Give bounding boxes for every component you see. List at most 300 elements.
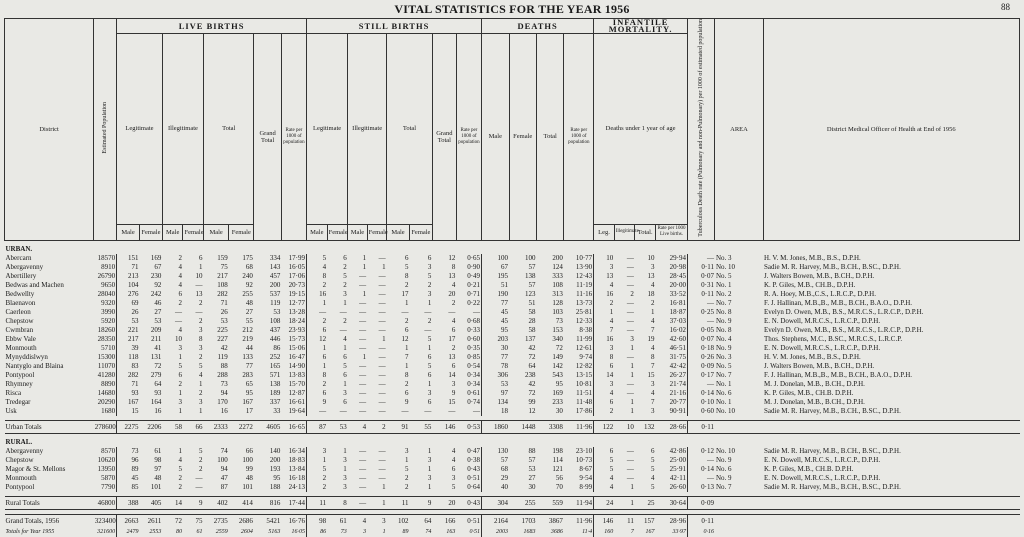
value-cell: 0·31 <box>688 281 715 290</box>
value-cell: 100 <box>242 456 253 465</box>
value-cell: 211 <box>151 335 162 344</box>
value-cell: 2333 <box>204 420 229 433</box>
value-cell: 323400 <box>94 514 117 527</box>
area-cell: No. 1 <box>715 398 732 407</box>
value-cell: 2 <box>199 353 203 362</box>
value-cell: 46 <box>154 299 162 308</box>
value-cell: 3 <box>650 407 655 416</box>
value-cell: 6 <box>594 398 615 407</box>
value-cell: — <box>359 407 367 416</box>
value-cell: 8890 <box>101 380 116 389</box>
value-cell: 0·11 <box>688 420 715 433</box>
value-cell: 15300 <box>97 353 116 362</box>
value-cell: — <box>626 380 634 389</box>
sb-ill-female-header: Female <box>367 224 386 240</box>
value-cell: 2003 <box>482 527 509 537</box>
still-births-header: STILL BIRTHS <box>307 19 482 34</box>
value-cell: 164 <box>150 398 162 407</box>
value-cell: 2 <box>404 474 409 483</box>
value-cell: 200 <box>269 456 281 465</box>
value-cell: 9 <box>183 496 204 509</box>
value-cell: 6 <box>343 353 347 362</box>
area-cell: No. 7 <box>715 483 732 492</box>
value-cell: 1860 <box>482 420 509 433</box>
district-name: Tredegar <box>5 398 31 407</box>
value-cell: 12·82 <box>575 362 593 371</box>
lb-legitimate-header: Legitimate <box>117 34 163 225</box>
sb-legitimate-header: Legitimate <box>307 34 348 225</box>
value-cell: — <box>359 308 367 317</box>
value-cell: — <box>473 308 481 317</box>
medical-officer-cell: M. J. Donelan, M.B., B.CH., D.P.H. <box>764 398 865 407</box>
area-cell: No. 3 <box>715 353 732 362</box>
value-cell: 0·11 <box>688 290 715 299</box>
value-cell: 20 <box>448 290 456 299</box>
value-cell: 0·16 <box>688 527 715 537</box>
value-cell: 55 <box>409 420 432 433</box>
value-cell: 48 <box>154 474 162 483</box>
value-cell: 457 <box>269 272 281 281</box>
value-cell: 0·65 <box>467 254 481 263</box>
value-cell: — <box>401 308 409 317</box>
deaths-male-header: Male <box>482 34 509 241</box>
lb-tot-female-header: Female <box>229 224 254 240</box>
district-name: Ebbw Vale <box>5 335 36 344</box>
value-cell: — <box>307 308 328 317</box>
value-cell: 1 <box>362 353 367 362</box>
value-cell: — <box>359 474 367 483</box>
value-cell: 0·74 <box>467 398 481 407</box>
value-cell: 2 <box>630 290 634 299</box>
district-name: Grand Totals, 1956 <box>5 514 94 527</box>
area-cell: No. 10 <box>715 447 736 456</box>
value-cell: 4 <box>594 389 615 398</box>
value-cell: 128 <box>552 299 563 308</box>
value-cell: 0·07 <box>688 272 715 281</box>
value-cell: 0·12 <box>688 447 715 456</box>
value-cell: 537 <box>269 290 281 299</box>
value-cell: 543 <box>552 371 563 380</box>
value-cell: 12 <box>528 407 536 416</box>
table-row <box>5 335 1020 344</box>
value-cell: 17·86 <box>575 407 593 416</box>
value-cell: 1 <box>382 528 386 535</box>
value-cell: 0·68 <box>467 317 481 326</box>
value-cell: 1 <box>178 407 182 416</box>
value-cell: 137 <box>524 335 536 344</box>
value-cell: 1 <box>362 290 367 299</box>
value-cell: 20·00 <box>669 281 686 290</box>
value-cell: 0·34 <box>467 380 481 389</box>
table-row <box>5 389 1020 398</box>
value-cell: 8 <box>307 272 328 281</box>
value-cell: 45 <box>117 474 140 483</box>
value-cell: 87 <box>220 483 228 492</box>
value-cell: 121 <box>552 465 563 474</box>
value-cell: 333 <box>552 272 563 281</box>
value-cell: 6 <box>307 389 328 398</box>
value-cell: — <box>378 272 386 281</box>
value-cell: 51 <box>528 299 536 308</box>
table-row <box>5 299 1020 308</box>
value-cell: 5 <box>650 465 655 474</box>
value-cell: 3 <box>650 263 655 272</box>
district-name: Nantyglo and Blaina <box>5 362 64 371</box>
value-cell: 42 <box>528 344 536 353</box>
value-cell: 10 <box>195 272 203 281</box>
value-cell: 42 <box>220 344 228 353</box>
value-cell: 4 <box>650 281 655 290</box>
value-cell: — <box>378 317 386 326</box>
value-cell: 306 <box>482 371 509 380</box>
table-row <box>5 344 1020 353</box>
value-cell: 217 <box>217 272 228 281</box>
value-cell: 37·03 <box>669 317 686 326</box>
value-cell: 0·07 <box>688 335 715 344</box>
medical-officer-cell: Thos. Stephens, M.C., B.SC., M.R.C.S., L.R.C.P. <box>764 335 903 344</box>
value-cell: 6 <box>178 290 182 299</box>
value-cell: 20·73 <box>288 281 306 290</box>
value-cell: — <box>378 353 386 362</box>
value-cell: 31·75 <box>669 353 686 362</box>
value-cell: 53 <box>273 308 281 317</box>
value-cell: 1683 <box>523 528 536 535</box>
value-cell: 1 <box>630 398 634 407</box>
value-cell: 0·85 <box>467 353 481 362</box>
value-cell: 2 <box>451 299 456 308</box>
value-cell: 4 <box>451 281 456 290</box>
value-cell: 2272 <box>229 420 254 433</box>
value-cell: — <box>626 263 634 272</box>
value-cell: — <box>688 474 715 483</box>
value-cell: 1 <box>427 380 432 389</box>
value-cell: — <box>448 407 456 416</box>
value-cell: — <box>378 254 386 263</box>
value-cell: 1703 <box>509 514 536 527</box>
district-name: Magor & St. Mellons <box>5 465 66 474</box>
value-cell: 2 <box>367 420 386 433</box>
value-cell: 0·53 <box>456 420 481 433</box>
value-cell: 93 <box>154 389 162 398</box>
value-cell: 11·99 <box>576 335 593 344</box>
value-cell: 119 <box>270 299 281 308</box>
value-cell: 71 <box>117 380 140 389</box>
value-cell: 0·43 <box>456 496 481 509</box>
value-cell: 53 <box>117 317 140 326</box>
value-cell: 72 <box>154 362 162 371</box>
value-cell: 33 <box>273 407 281 416</box>
value-cell: 2553 <box>149 528 162 535</box>
value-cell: 2 <box>404 380 409 389</box>
value-cell: 47 <box>220 474 228 483</box>
table-row <box>5 281 1020 290</box>
value-cell: 3 <box>594 263 615 272</box>
value-cell: 30 <box>482 344 509 353</box>
table-row <box>5 317 1020 326</box>
value-cell: 10 <box>614 420 635 433</box>
value-cell: 0·22 <box>467 299 481 308</box>
value-cell: 42 <box>528 380 536 389</box>
value-cell: 20·77 <box>669 398 686 407</box>
value-cell: 9650 <box>101 281 116 290</box>
value-cell: — <box>378 371 386 380</box>
medical-officer-cell: F. J. Hallinan, M.B.,B., M.B., B.CH., B.A.O., D.P.H. <box>764 299 913 308</box>
value-cell: 73 <box>340 528 347 535</box>
medical-officer-cell: R. A. Hoey, M.B.,C.S., L.R.C.P., D.P.H. <box>764 290 876 299</box>
value-cell: 11 <box>614 514 635 527</box>
value-cell: 100 <box>524 254 536 263</box>
value-cell: 58 <box>528 308 536 317</box>
value-cell: 8570 <box>101 447 116 456</box>
value-cell: 3 <box>451 474 456 483</box>
value-cell: — <box>424 308 432 317</box>
sb-leg-female-header: Female <box>327 224 348 240</box>
value-cell: 3 <box>594 344 615 353</box>
value-cell: 26790 <box>97 272 116 281</box>
medical-officer-cell <box>763 496 1020 509</box>
value-cell: 13·83 <box>288 371 306 380</box>
value-cell: 1 <box>343 344 347 353</box>
value-cell: 2604 <box>240 528 253 535</box>
value-cell: — <box>378 456 386 465</box>
value-cell: 219 <box>242 335 253 344</box>
value-cell: 6 <box>343 398 347 407</box>
value-cell: 68 <box>245 263 253 272</box>
value-cell: 30 <box>528 483 536 492</box>
value-cell: 1 <box>362 254 367 263</box>
value-cell: 165 <box>269 362 281 371</box>
value-cell: 39 <box>117 344 140 353</box>
value-cell: 1 <box>199 263 203 272</box>
lb-rate-header: Rate per 1000 of population <box>281 34 306 241</box>
table-row <box>5 308 1020 317</box>
sb-rate-header: Rate per 1000 of population <box>456 34 481 241</box>
value-cell: 1 <box>307 344 328 353</box>
value-cell: 4 <box>650 317 655 326</box>
value-cell: 16·05 <box>288 263 306 272</box>
value-cell: — <box>339 407 347 416</box>
value-cell: 100 <box>217 456 228 465</box>
value-cell: 25·81 <box>575 308 593 317</box>
value-cell: 13·73 <box>575 299 593 308</box>
value-cell: 86 <box>273 344 281 353</box>
value-cell: 73 <box>117 447 140 456</box>
value-cell: 99 <box>245 465 253 474</box>
value-cell: 18 <box>647 290 655 299</box>
value-cell: 15·73 <box>288 335 306 344</box>
value-cell: 0·61 <box>467 389 481 398</box>
value-cell: 20·98 <box>669 263 686 272</box>
value-cell: 0·10 <box>688 398 715 407</box>
value-cell: 11 <box>387 496 410 509</box>
value-cell: 4 <box>594 281 615 290</box>
value-cell: — <box>473 407 481 416</box>
area-cell <box>715 420 763 433</box>
value-cell: 57 <box>528 263 536 272</box>
value-cell: 1 <box>199 407 203 416</box>
value-cell: 3 <box>594 380 615 389</box>
value-cell: 6 <box>427 398 432 407</box>
value-cell: 16·61 <box>288 398 306 407</box>
value-cell: 132 <box>635 420 656 433</box>
value-cell: 388 <box>117 496 140 509</box>
value-cell: 45 <box>482 308 509 317</box>
lb-total-header: Total <box>204 34 254 225</box>
sb-illegitimate-header: Illegitimate <box>348 34 387 225</box>
value-cell: 2 <box>199 456 203 465</box>
value-cell: 0·14 <box>688 465 715 474</box>
deaths-under-1-header: Deaths under 1 year of age <box>594 34 688 225</box>
table-row <box>5 447 1020 456</box>
deaths-total-header: Total <box>536 34 563 241</box>
value-cell: 5 <box>594 465 615 474</box>
value-cell: 2 <box>307 281 328 290</box>
medical-officer-cell: Sadie M. R. Harvey, M.B., B.CH., B.SC., D.P.H. <box>764 407 901 416</box>
value-cell: 2 <box>178 483 182 492</box>
value-cell: 140 <box>269 447 281 456</box>
value-cell: 1 <box>594 308 615 317</box>
value-cell: 142 <box>552 362 563 371</box>
value-cell: 131 <box>150 353 162 362</box>
value-cell: — <box>359 362 367 371</box>
value-cell: 230 <box>150 272 162 281</box>
value-cell: 146 <box>432 420 456 433</box>
value-cell: — <box>626 474 634 483</box>
value-cell: 227 <box>217 335 228 344</box>
value-cell: 13 <box>195 290 203 299</box>
value-cell: 2 <box>343 281 347 290</box>
medical-officer-cell: J. Walters Bowen, M.B., B.CH., D.P.H. <box>764 272 875 281</box>
value-cell: 5 <box>307 254 328 263</box>
value-cell: — <box>626 456 634 465</box>
value-cell: 4 <box>178 263 182 272</box>
value-cell: 203 <box>482 335 509 344</box>
value-cell: 88 <box>528 447 536 456</box>
value-cell: — <box>378 308 386 317</box>
value-cell: — <box>359 465 367 474</box>
medical-officer-cell: K. P. Giles, M.B., CH.B. D.P.H. <box>764 465 854 474</box>
value-cell: 2735 <box>204 514 229 527</box>
value-cell: 1 <box>343 299 347 308</box>
value-cell: 0·64 <box>467 483 481 492</box>
value-cell: 8 <box>404 272 409 281</box>
value-cell: 209 <box>150 326 162 335</box>
value-cell: 133 <box>242 353 253 362</box>
value-cell: 42·42 <box>669 362 686 371</box>
value-cell: — <box>626 254 634 263</box>
value-cell: — <box>626 326 634 335</box>
value-cell: 88 <box>220 362 228 371</box>
value-cell: 2 <box>199 317 203 326</box>
value-cell: 19·64 <box>288 407 306 416</box>
value-cell: — <box>626 465 634 474</box>
value-cell: — <box>626 317 634 326</box>
value-cell: 13·28 <box>288 308 306 317</box>
value-cell: 1 <box>382 335 386 344</box>
value-cell: 11·16 <box>576 290 593 299</box>
value-cell: 5870 <box>101 474 116 483</box>
value-cell: 5 <box>178 465 182 474</box>
value-cell: 0·49 <box>467 272 481 281</box>
value-cell: 3990 <box>101 308 116 317</box>
value-cell: 108 <box>552 281 563 290</box>
value-cell: 53 <box>528 465 536 474</box>
value-cell: 12·77 <box>288 299 306 308</box>
value-cell: 159 <box>217 254 228 263</box>
value-cell: 1 <box>427 483 432 492</box>
value-cell: 169 <box>552 389 563 398</box>
district-name: Pontypool <box>5 371 35 380</box>
value-cell: 6 <box>650 447 655 456</box>
value-cell: — <box>359 380 367 389</box>
value-cell: 3 <box>307 447 328 456</box>
value-cell: 2 <box>178 474 182 483</box>
district-name: Caerleon <box>5 308 31 317</box>
value-cell: — <box>174 308 182 317</box>
value-cell: 7 <box>650 398 655 407</box>
medical-officer-cell: H. V. M. Jones, M.B., B.S., D.P.H. <box>764 353 861 362</box>
value-cell: 337 <box>269 398 281 407</box>
value-cell: 3 <box>343 474 347 483</box>
value-cell: 0·11 <box>688 263 715 272</box>
value-cell: — <box>626 272 634 281</box>
im-total-header: Total. <box>635 224 656 240</box>
value-cell: 40 <box>482 483 509 492</box>
value-cell: 10·81 <box>575 380 593 389</box>
value-cell: 4 <box>594 474 615 483</box>
value-cell: 146 <box>594 514 615 527</box>
value-cell: 56 <box>555 474 563 483</box>
value-cell: 4 <box>650 474 655 483</box>
area-cell: No. 9 <box>715 317 732 326</box>
value-cell: 167 <box>242 398 253 407</box>
value-cell: 282 <box>117 371 140 380</box>
value-cell: 6 <box>427 353 432 362</box>
value-cell: 11·96 <box>564 420 594 433</box>
value-cell: 3 <box>343 483 347 492</box>
value-cell: 340 <box>552 335 563 344</box>
value-cell: — <box>378 299 386 308</box>
value-cell: 4 <box>451 447 456 456</box>
value-cell: 6 <box>199 254 203 263</box>
value-cell: 2 <box>594 299 615 308</box>
value-cell: 108 <box>269 317 281 326</box>
district-name: Totals for Year 1955 <box>5 528 55 535</box>
value-cell: 6 <box>178 371 182 380</box>
value-cell: 18·83 <box>288 456 306 465</box>
value-cell: 167 <box>645 528 655 535</box>
value-cell: 1 <box>404 456 409 465</box>
value-cell: 2 <box>307 483 328 492</box>
value-cell: 2 <box>178 380 182 389</box>
value-cell: 1 <box>650 308 655 317</box>
table-row <box>5 465 1020 474</box>
value-cell: 53 <box>220 317 228 326</box>
value-cell: 13950 <box>97 465 116 474</box>
value-cell: 3 <box>630 335 634 344</box>
value-cell: 16·47 <box>288 353 306 362</box>
value-cell: — <box>359 483 367 492</box>
district-name: Rhymney <box>5 380 33 389</box>
value-cell: 46·51 <box>669 344 686 353</box>
value-cell: — <box>626 447 634 456</box>
value-cell: 1 <box>362 263 367 272</box>
value-cell: 1 <box>427 344 432 353</box>
medical-officer-cell: E. N. Dowell, M.R.C.S., L.R.C.P., D.P.H. <box>764 317 881 326</box>
value-cell: 122 <box>594 420 615 433</box>
value-cell: 17 <box>448 335 456 344</box>
value-cell: 65 <box>245 380 253 389</box>
